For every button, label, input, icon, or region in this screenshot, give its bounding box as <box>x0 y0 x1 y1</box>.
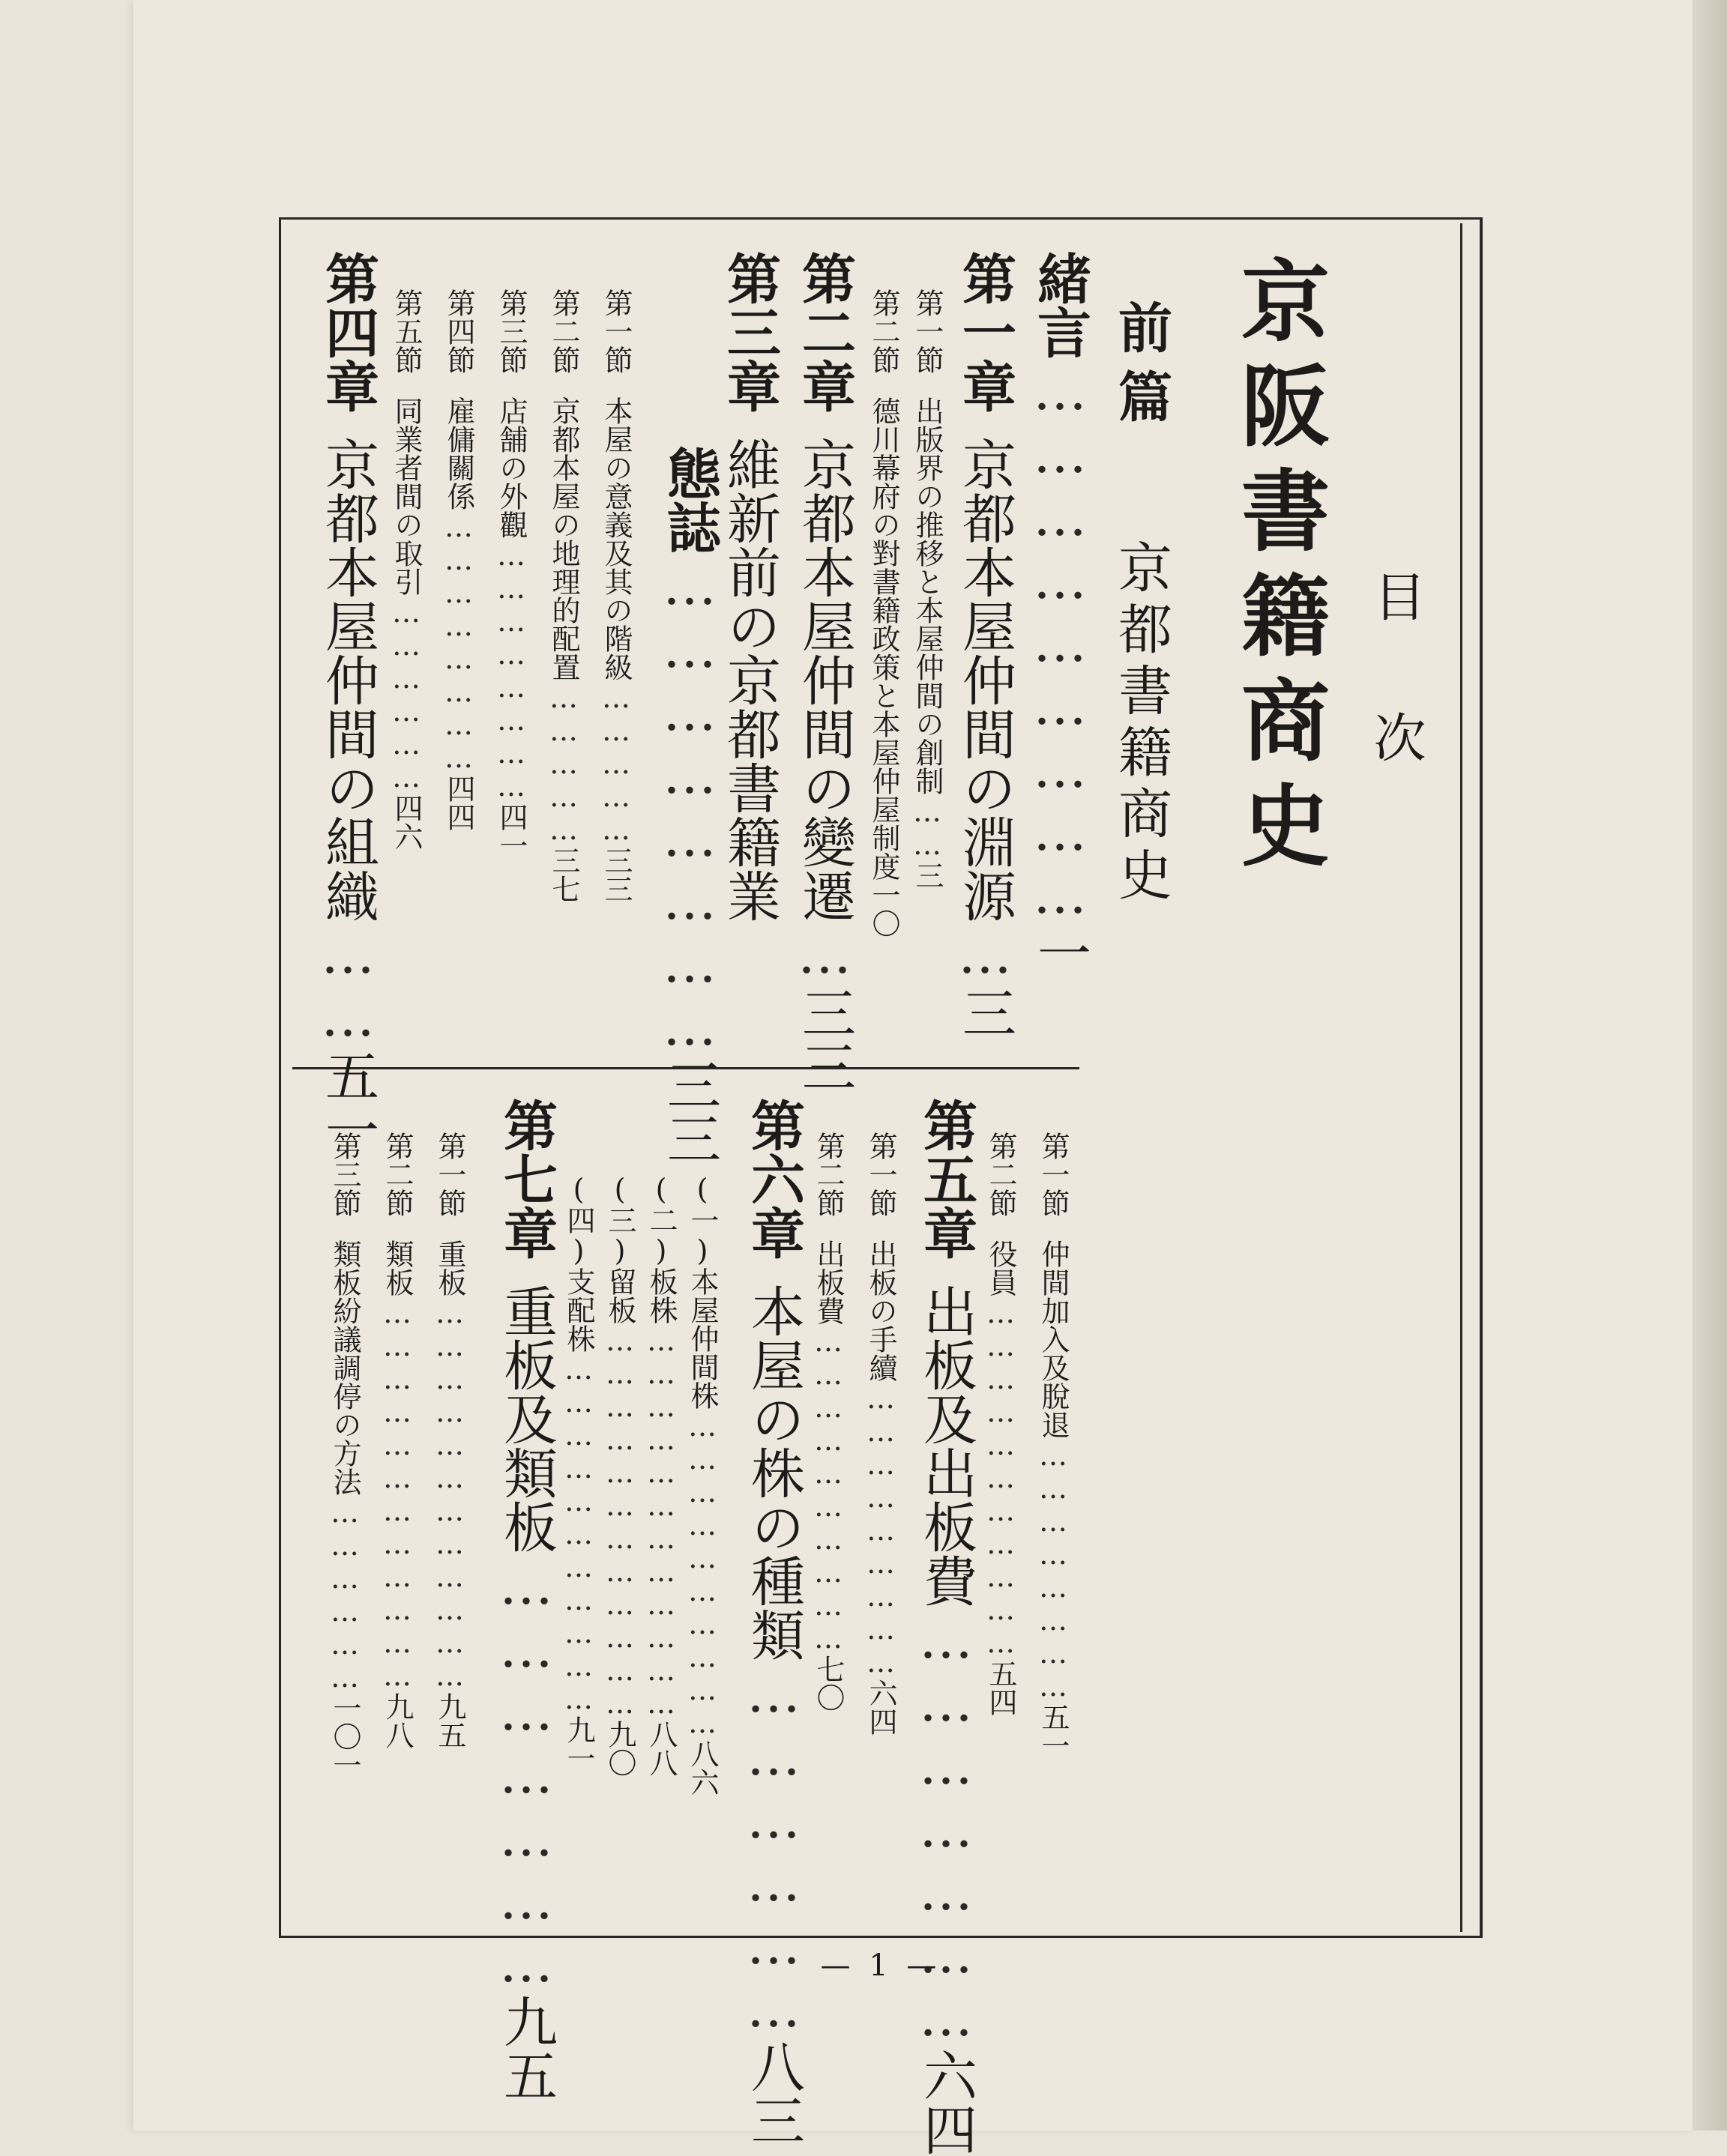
part-title: 京都書籍商史 <box>1109 540 1172 908</box>
entry-label: 第二節 <box>547 289 580 374</box>
entry-label: 第六章 <box>742 1098 805 1260</box>
entry-title: (三)留板 <box>603 1173 636 1324</box>
entry-label: 第一節 <box>433 1132 466 1217</box>
entry-title: (二)板株 <box>645 1173 678 1324</box>
entry-leader: …………………… <box>1037 1439 1070 1703</box>
entry-label: 第二節 <box>381 1132 414 1217</box>
entry-leader: ……………………………… <box>381 1296 414 1692</box>
entry-leader: ……………………… <box>864 1382 897 1679</box>
entry-title: 德川幕府の對書籍政策と本屋仲屋制度 <box>867 396 900 881</box>
entry-title: 京都本屋仲間の組織 <box>316 437 379 923</box>
entry-title: 維新前の京都書籍業 <box>718 437 781 923</box>
entry-leader: …………… <box>600 681 633 846</box>
entry-page: 五一 <box>316 1048 379 1156</box>
entry-title: 重板及類板 <box>495 1284 558 1553</box>
entry-page: 八六 <box>686 1739 719 1796</box>
entry-label: 第三節 <box>495 289 528 374</box>
entry-title: 類板 <box>381 1239 414 1296</box>
entry-page: 三七 <box>547 846 580 903</box>
entry-label: 第五章 <box>914 1098 977 1260</box>
entry-title: 京都本屋仲間の淵源 <box>953 437 1016 923</box>
toc-entry <box>907 1098 985 2156</box>
entry-page: 九八 <box>381 1692 414 1749</box>
entry-label: 第一節 <box>864 1132 897 1217</box>
toc-entry <box>1033 1132 1074 1892</box>
entry-leader: …………………… <box>658 554 721 1057</box>
toc-entry <box>438 289 480 1042</box>
entry-label: 第一節 <box>1037 1132 1070 1217</box>
entry-page: 五四 <box>984 1659 1017 1716</box>
entry-title: 役員 <box>984 1239 1017 1296</box>
entry-title: 出板の手續 <box>864 1239 897 1382</box>
entry-page: 三三 <box>793 985 856 1093</box>
toc-entry <box>786 251 864 1093</box>
entry-label: 第三節 <box>328 1132 361 1217</box>
entry-title: 態誌 <box>658 446 721 554</box>
entry-leader: …… <box>316 923 379 1048</box>
toc-entry <box>682 1173 723 1892</box>
entry-leader: …………………………… <box>984 1296 1017 1659</box>
entry-leader: ………………… <box>495 1553 558 1994</box>
entry-label: 第四節 <box>442 289 475 374</box>
entry-title: 雇傭關係 <box>442 396 475 510</box>
entry-page: 五一 <box>1037 1703 1070 1760</box>
entry-leader: …………… <box>547 681 580 846</box>
entry-title: 出版界の推移と本屋仲間の創制 <box>911 396 944 795</box>
toc-entry <box>864 289 905 1042</box>
entry-leader: …………………………… <box>562 1353 595 1715</box>
entry-label: 第二節 <box>984 1132 1017 1217</box>
entry-title: 重板 <box>433 1239 466 1296</box>
toc-entry <box>543 289 585 1042</box>
entry-title: 類板紛議調停の方法 <box>328 1239 361 1496</box>
entry-label: 第二節 <box>867 289 900 374</box>
toc-entry <box>325 1132 366 1892</box>
entry-label: 第一節 <box>600 289 633 374</box>
entry-label: 第一節 <box>911 289 944 374</box>
entry-page: 一〇 <box>867 881 900 937</box>
entry-page: 三 <box>953 985 1016 1039</box>
entry-label: 第四章 <box>316 251 379 413</box>
entry-title: 京都本屋の地理的配置 <box>547 396 580 681</box>
entry-page: 一〇一 <box>328 1694 361 1779</box>
entry-leader: ……………………………… <box>433 1296 466 1692</box>
entry-page: 一 <box>1028 925 1091 979</box>
entry-page: 三三 <box>658 1057 721 1165</box>
entry-label: 第二章 <box>793 251 856 413</box>
entry-leader: ………………………… <box>812 1325 845 1655</box>
entry-page: 三三 <box>600 846 633 903</box>
entry-leader: …… <box>911 795 944 861</box>
toc-entry <box>946 251 1024 1042</box>
entry-leader: ………………………… <box>686 1410 719 1739</box>
entry-title: 本屋の意義及其の階級 <box>600 396 633 681</box>
toc-entry <box>808 1132 849 1892</box>
entry-leader: ……………………… <box>1028 359 1091 925</box>
entry-page: 六四 <box>914 2048 977 2156</box>
toc-entry <box>980 1132 1022 1892</box>
entry-page: 三 <box>911 861 944 890</box>
entry-title: (四)支配株 <box>562 1173 595 1353</box>
toc-entry <box>491 289 532 1042</box>
entry-label: 第三章 <box>718 251 781 413</box>
part-label: 前篇 <box>1109 300 1172 438</box>
entry-leader: …………………… <box>495 539 528 803</box>
toc-entry <box>430 1132 471 1892</box>
entry-leader: … <box>793 923 856 985</box>
toc-entry <box>596 289 637 1042</box>
entry-leader: ……………… <box>742 1661 805 2039</box>
entry-title: 店舗の外觀 <box>495 396 528 539</box>
entry-page: 八八 <box>645 1720 678 1777</box>
entry-label: 緒言 <box>1028 251 1091 359</box>
page-edge <box>1693 0 1727 2131</box>
toc-entry <box>861 1132 902 1892</box>
entry-page: 六四 <box>864 1679 897 1736</box>
entry-page: 四六 <box>390 794 423 851</box>
entry-page: 七〇 <box>812 1655 845 1712</box>
entry-page: 四一 <box>495 803 528 860</box>
entry-title: (一)本屋仲間株 <box>686 1173 719 1410</box>
entry-leader: ……………… <box>390 596 423 794</box>
entry-leader: …………………… <box>442 510 475 774</box>
entry-title: 京都本屋仲間の變遷 <box>793 437 856 923</box>
toc-entry <box>1021 251 1099 1042</box>
entry-page: 四四 <box>442 774 475 831</box>
entry-label: 第七章 <box>495 1098 558 1260</box>
entry-leader: ………………… <box>914 1607 977 2048</box>
entry-page: 九五 <box>433 1692 466 1749</box>
entry-page: 九一 <box>562 1715 595 1772</box>
entry-title: 仲間加入及脫退 <box>1037 1239 1070 1439</box>
entry-title: 出板費 <box>812 1239 845 1325</box>
entry-title: 出板及出板費 <box>914 1284 977 1607</box>
book-title: 京阪書籍商史 <box>1226 255 1330 884</box>
entry-leader: ……………………………… <box>645 1324 678 1720</box>
toc-entry <box>309 251 387 1156</box>
entry-leader: ……………………………… <box>603 1324 636 1720</box>
frame-rule <box>1460 223 1462 1932</box>
entry-page: 八三 <box>742 2039 805 2147</box>
entry-label: 第一章 <box>953 251 1016 413</box>
entry-leader: ……………… <box>328 1496 361 1694</box>
toc-entry <box>386 289 427 1042</box>
toc-entry <box>377 1132 418 1892</box>
toc-entry <box>735 1098 813 2147</box>
toc-entry <box>600 1173 641 1892</box>
toc-entry <box>907 289 948 1042</box>
page-number: — 1 — <box>820 1948 941 1983</box>
entry-page: 九〇 <box>603 1720 636 1777</box>
toc-entry <box>641 1173 682 1892</box>
entry-label: 第五節 <box>390 289 423 374</box>
entry-label: 第二節 <box>812 1132 845 1217</box>
entry-page: 九五 <box>495 1994 558 2102</box>
entry-title: 同業者間の取引 <box>390 396 423 596</box>
toc-entry <box>651 446 729 1165</box>
entry-title: 本屋の株の種類 <box>742 1284 805 1661</box>
contents-heading: 目次 <box>1365 570 1426 851</box>
toc-entry <box>487 1098 565 2102</box>
entry-leader: … <box>953 923 1016 985</box>
